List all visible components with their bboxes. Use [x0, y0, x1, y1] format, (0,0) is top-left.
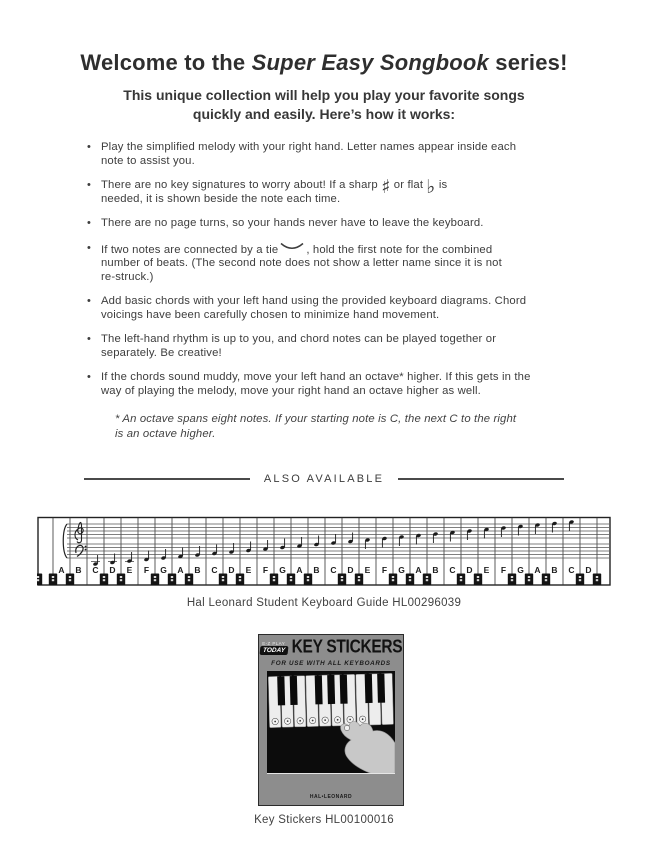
bullet-item: • Add basic chords with your left hand using the provided keyboard diagrams. Chord voicings have been carefully chosen to minimize hand movement. [87, 295, 527, 321]
key-label: D [109, 565, 116, 575]
divider-rule-left [84, 478, 250, 480]
today-badge: TODAY [259, 646, 288, 655]
key-label: D [228, 565, 235, 575]
hal-leonard-logo: HAL•LEONARD [309, 794, 353, 800]
bullet-item: • There are no key signatures to worry about! If a sharp ♯ or flat ♭ is needed, it is shown beside the note each time. [87, 176, 448, 205]
key-label: G [160, 565, 167, 575]
key-label: G [398, 565, 405, 575]
footnote-line2: is an octave higher. [115, 427, 216, 440]
bullet-dot: • [87, 295, 92, 307]
key-label: D [585, 565, 592, 575]
bullet-dot: • [87, 371, 92, 383]
ez-play-text: E-Z PLAY [262, 641, 286, 646]
bullet-dot: • [87, 217, 92, 229]
key-label: C [211, 565, 218, 575]
bullet-item: • There are no page turns, so your hands never have to leave the keyboard. [87, 217, 484, 229]
tie-icon [279, 242, 305, 251]
also-available-divider [84, 473, 564, 485]
keyboard-guide-image [37, 516, 611, 593]
cover-tagline: FOR USE WITH ALL KEYBOARDS [271, 660, 391, 667]
key-label: C [330, 565, 337, 575]
flat-icon: ♭ [426, 176, 436, 198]
key-stickers-caption: Key Stickers HL00100016 [254, 814, 394, 826]
ez-play-today-logo [260, 641, 288, 655]
key-label: F [262, 565, 269, 575]
key-label: B [551, 565, 558, 575]
key-stickers-cover [258, 634, 404, 806]
key-label: D [347, 565, 354, 575]
bullets-list [86, 141, 580, 441]
octave-footnote [115, 412, 580, 441]
bullet-dot: • [87, 141, 92, 153]
subtitle-line1: This unique collection will help you play your favorite songs [123, 87, 525, 103]
sharp-icon: ♯ [381, 176, 391, 198]
page-subtitle [0, 86, 648, 124]
bullet-item: • If two notes are connected by a tie , hold the first note for the combined number of beats. (The second note does not show a letter name since it is not re-struck.) [87, 241, 502, 283]
black-keys [277, 674, 385, 706]
key-label: E [126, 565, 133, 575]
cover-photo [267, 671, 395, 774]
title-pre: Welcome to the [80, 50, 252, 75]
key-label: C [92, 565, 99, 575]
key-label: B [75, 565, 82, 575]
key-label: A [296, 565, 303, 575]
bullet-item: • The left-hand rhythm is up to you, and chord notes can be played together or separately. Be creative! [87, 333, 497, 359]
also-available-label: ALSO AVAILABLE [263, 473, 385, 485]
key-label: E [245, 565, 252, 575]
key-label: E [483, 565, 490, 575]
bullet-dot: • [87, 241, 92, 254]
footnote-line1: * An octave spans eight notes. If your starting note is C, the next C to the right [115, 413, 517, 425]
bullet-item: • Play the simplified melody with your right hand. Letter names appear inside each note to assist you. [87, 141, 517, 167]
page-title [0, 50, 648, 76]
key-label: G [517, 565, 524, 575]
key-label: F [500, 565, 507, 575]
title-post: series! [488, 50, 568, 75]
key-label: B [432, 565, 439, 575]
bullet-dot: • [87, 179, 92, 191]
keyboard-guide-svg [37, 516, 611, 588]
key-label: A [534, 565, 541, 575]
key-label: E [364, 565, 371, 575]
subtitle-line2: quickly and easily. Here’s how it works: [192, 106, 456, 122]
key-label: G [279, 565, 286, 575]
cover-title: KEY STICKERS [291, 637, 403, 658]
bullet-item: • If the chords sound muddy, move your left hand an octave* higher. If this gets in the way of playing the melody, move your right hand an octave higher as well. [87, 371, 531, 397]
keyboard-guide-caption: Hal Leonard Student Keyboard Guide HL00296039 [186, 597, 462, 609]
divider-rule-right [398, 478, 564, 480]
key-label: A [415, 565, 422, 575]
key-label: C [568, 565, 575, 575]
key-label: D [466, 565, 473, 575]
cover-header [259, 639, 403, 657]
key-label: C [449, 565, 456, 575]
key-label: A [177, 565, 184, 575]
key-label: A [58, 565, 65, 575]
bullet-dot: • [87, 333, 92, 345]
key-label: B [313, 565, 320, 575]
key-label: B [194, 565, 201, 575]
held-sticker [344, 725, 349, 730]
key-label: F [381, 565, 388, 575]
title-series-name: Super Easy Songbook [251, 50, 489, 75]
keys-and-hand-photo [267, 671, 395, 773]
key-label: F [143, 565, 150, 575]
